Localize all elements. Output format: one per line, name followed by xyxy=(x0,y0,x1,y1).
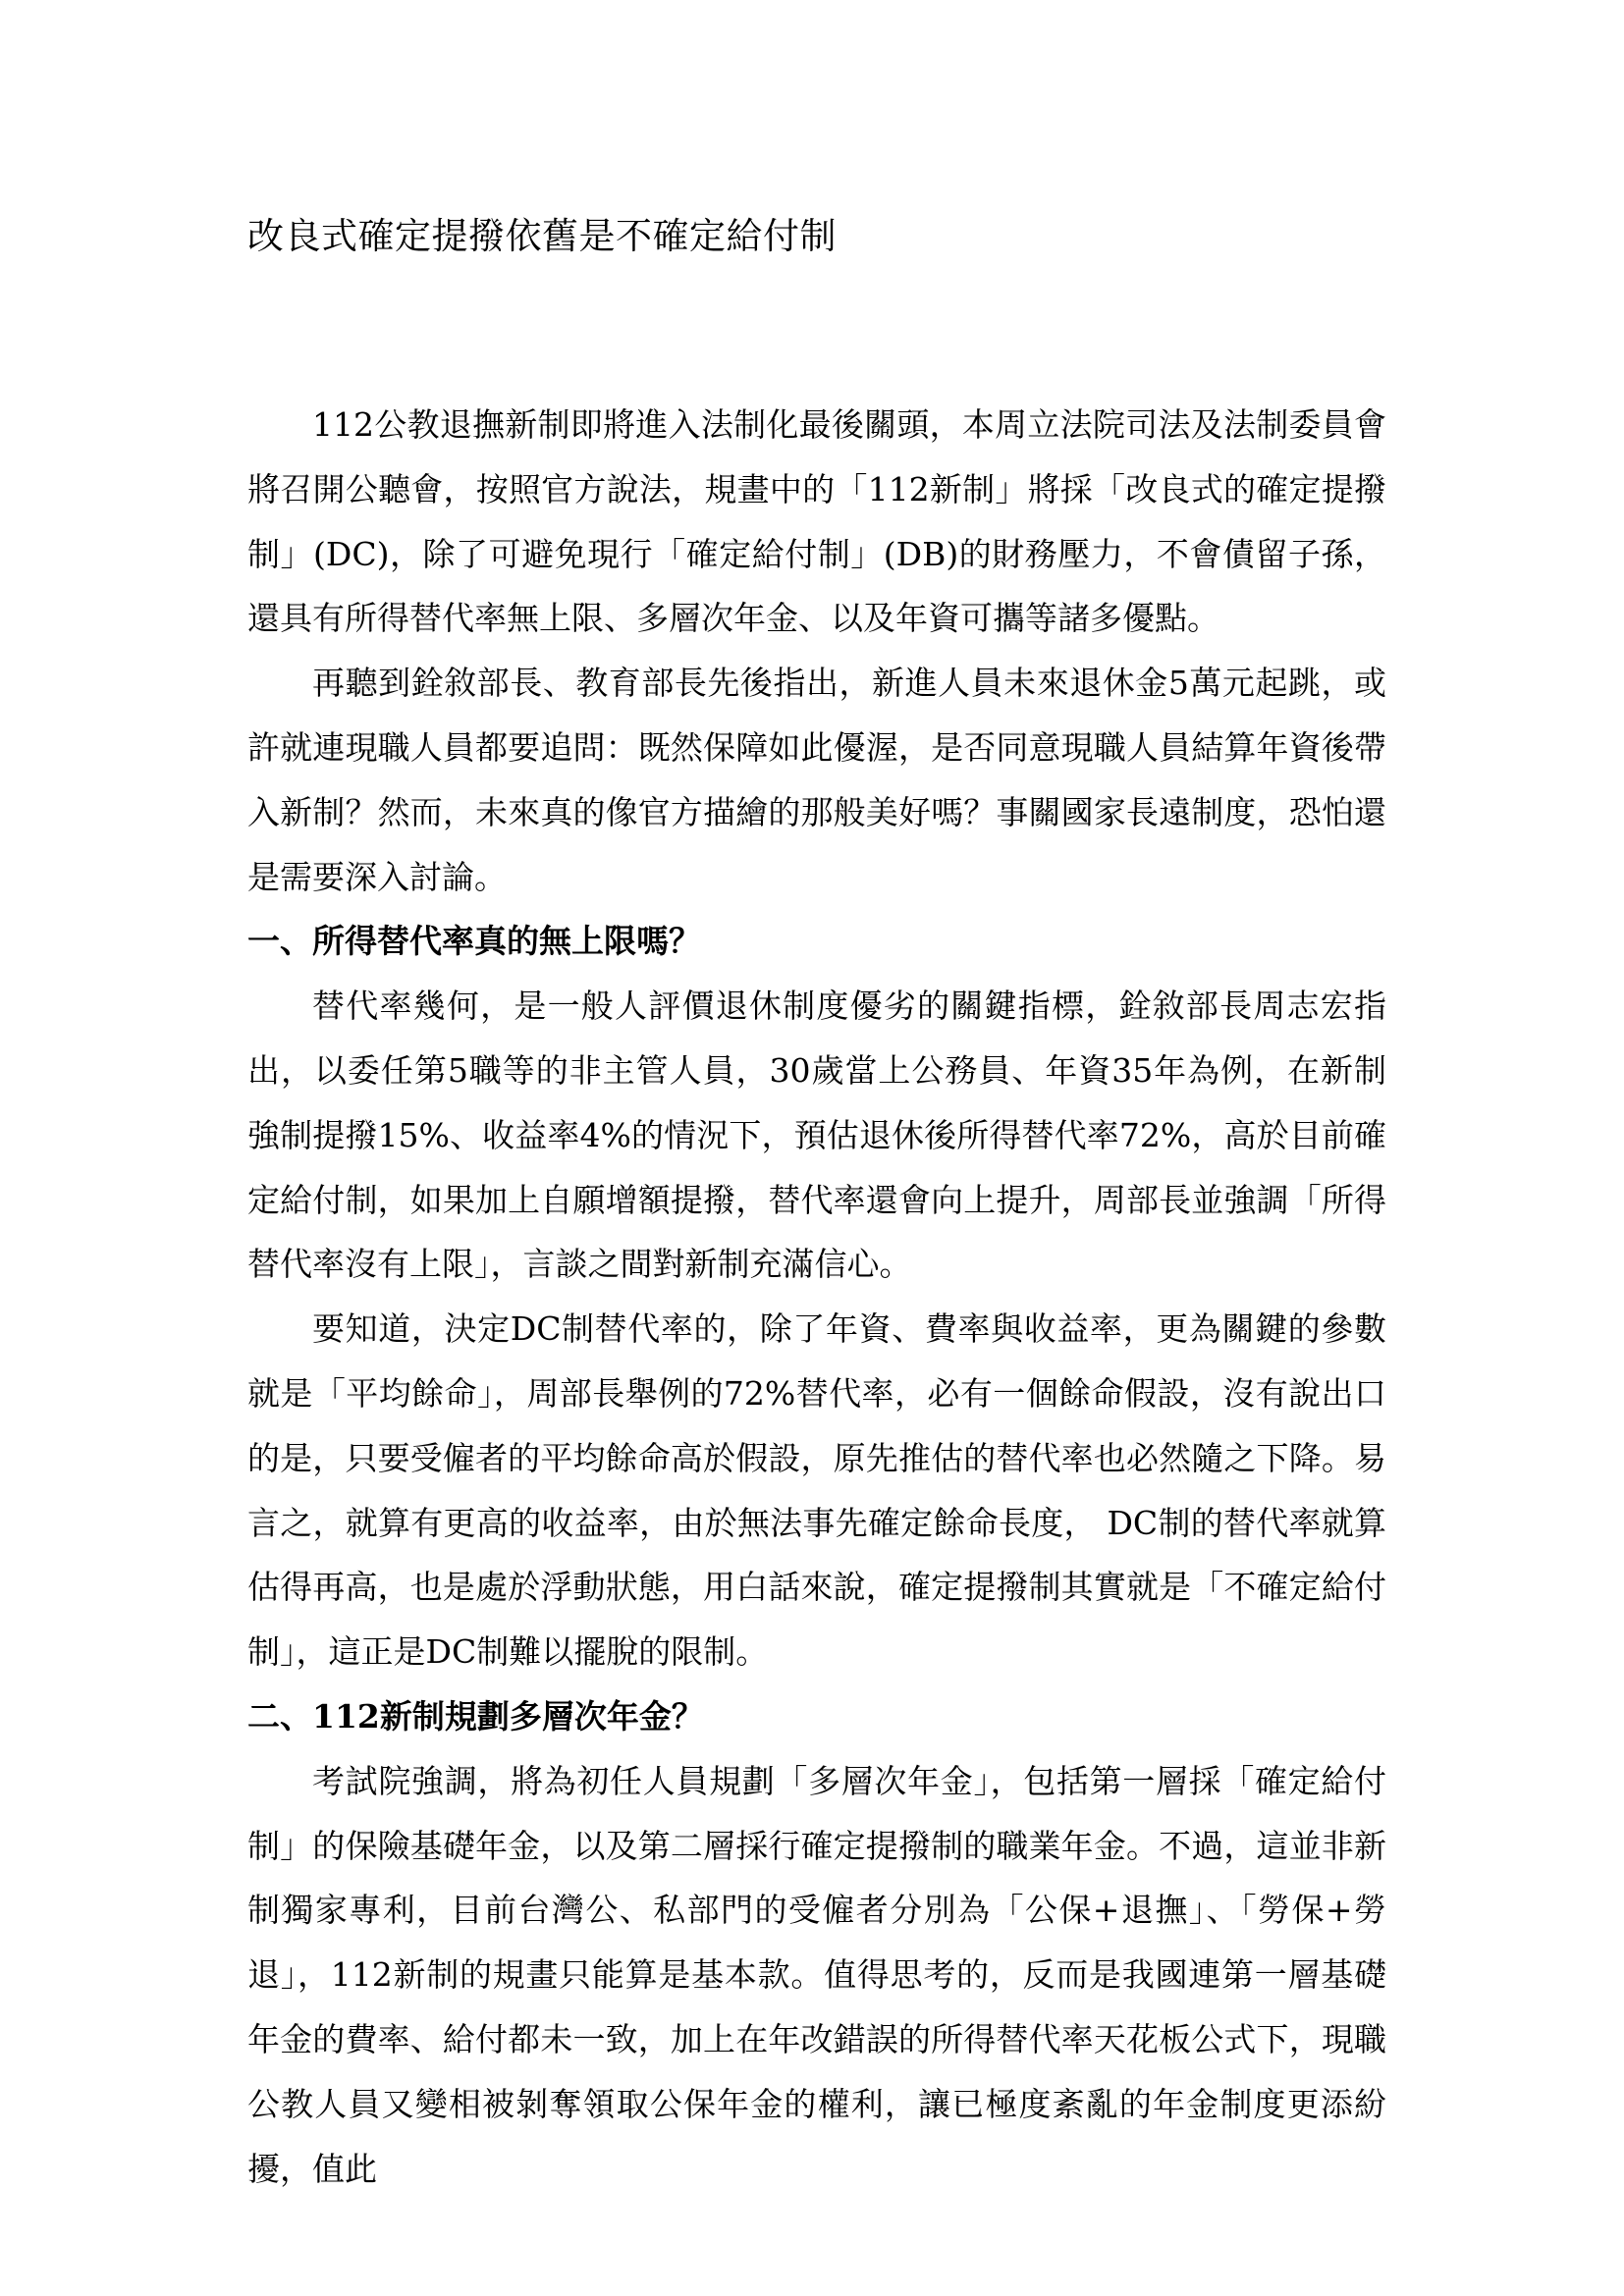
paragraph-replacement-rate: 替代率幾何，是一般人評價退休制度優劣的關鍵指標，銓敘部長周志宏指出，以委任第5職等的非主管人員，30歲當上公務員、年資35年為例，在新制強制提撥15%、收益率4%的情況下，預估退休後所得替代率72%，高於目前確定給付制，如果加上自願增額提撥，替代率還會向上提升，周部長並強調「所得替代率沒有上限」，言談之間對新制充滿信心。 xyxy=(247,987,1386,1284)
article-body xyxy=(247,393,1386,2201)
paragraph-ministers: 再聽到銓敘部長、教育部長先後指出，新進人員未來退休金5萬元起跳，或許就連現職人員都要追問：既然保障如此優渥，是否同意現職人員結算年資後帶入新制？然而，未來真的像官方描繪的那般美好嗎？事關國家長遠制度，恐怕還是需要深入討論。 xyxy=(247,664,1386,896)
section-heading-2: 二、112新制規劃多層次年金？ xyxy=(247,1696,704,1735)
paragraph-multi-tier-pension: 考試院強調，將為初任人員規劃「多層次年金」，包括第一層採「確定給付制」的保險基礎年金，以及第二層採行確定提撥制的職業年金。不過，這並非新制獨家專利，目前台灣公、私部門的受僱者分別為「公保+退撫」、「勞保+勞退」，112新制的規畫只能算是基本款。值得思考的，反而是我國連第一層基礎年金的費率、給付都未一致，加上在年改錯誤的所得替代率天花板公式下，現職公教人員又變相被剝奪領取公保年金的權利，讓已極度紊亂的年金制度更添紛擾，值此 xyxy=(247,1761,1386,2188)
section-heading-1: 一、所得替代率真的無上限嗎？ xyxy=(247,922,701,961)
paragraph-intro: 112公教退撫新制即將進入法制化最後關頭，本周立法院司法及法制委員會將召開公聽會，按照官方說法，規畫中的「112新制」將採「改良式的確定提撥制」(DC)，除了可避免現行「確定給付制」(DB)的財務壓力，不會債留子孫，還具有所得替代率無上限、多層次年金、以及年資可攜等諸多優點。 xyxy=(247,405,1386,638)
paragraph-life-expectancy: 要知道，決定DC制替代率的，除了年資、費率與收益率，更為關鍵的參數就是「平均餘命」，周部長舉例的72%替代率，必有一個餘命假設，沒有說出口的是，只要受僱者的平均餘命高於假設，原先推估的替代率也必然隨之下降。易言之，就算有更高的收益率，由於無法事先確定餘命長度， DC制的替代率就算估得再高，也是處於浮動狀態，用白話來說，確定提撥制其實就是「不確定給付制」，這正是DC制難以擺脫的限制。 xyxy=(247,1309,1386,1672)
document-title: 改良式確定提撥依舊是不確定給付制 xyxy=(247,215,837,257)
